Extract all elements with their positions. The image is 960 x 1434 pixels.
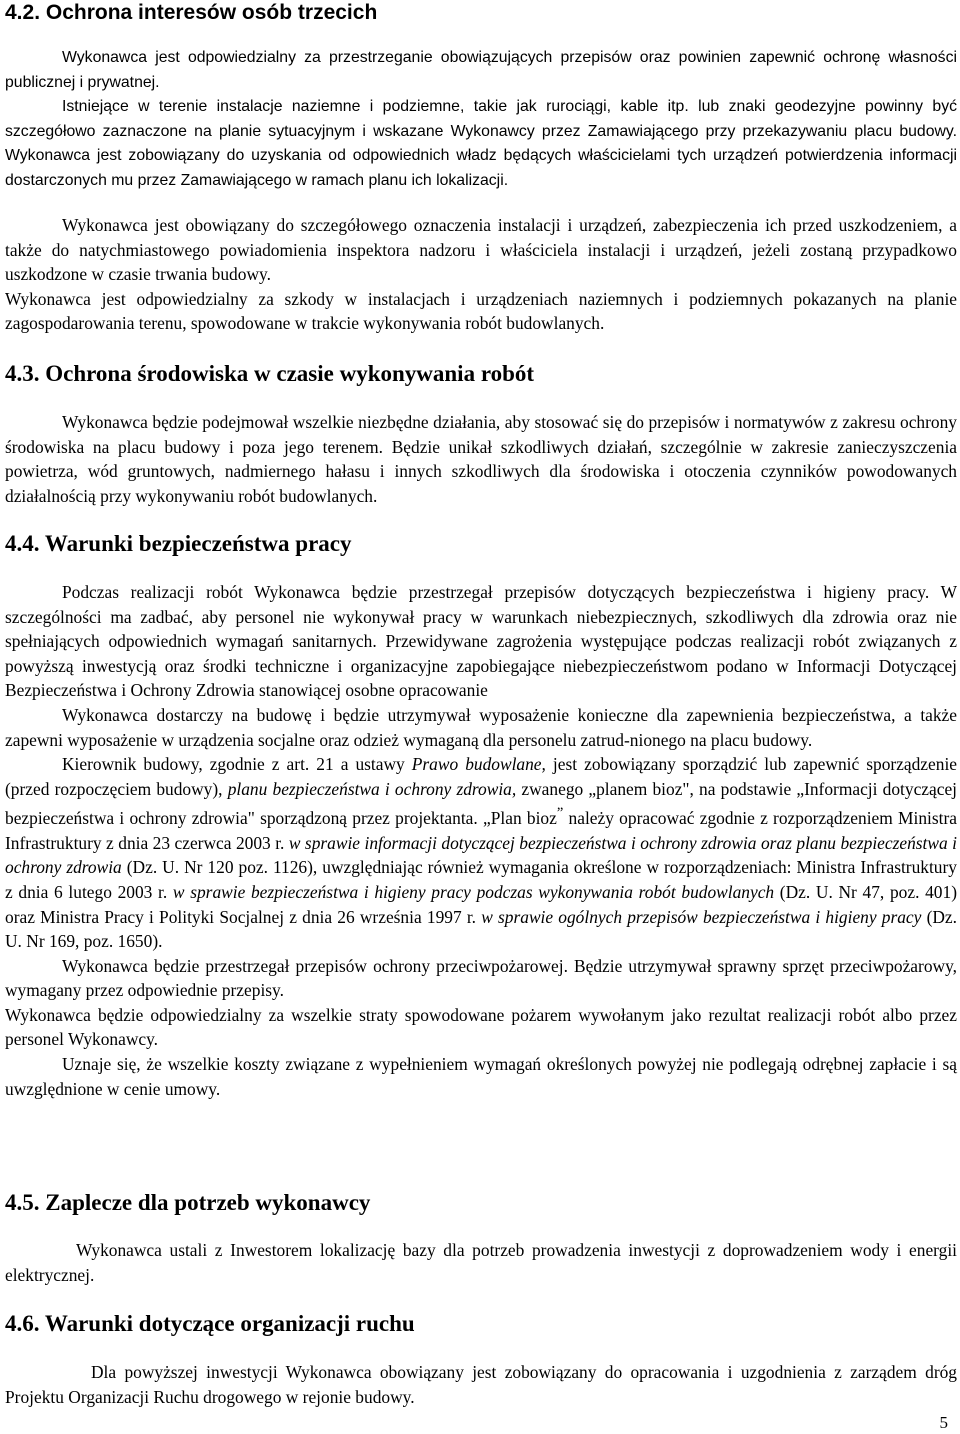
text-run: jest zobowiązany sporządzić lub zapewnić sporządzenie (przed rozpoczęciem budowy), [5,754,957,799]
section-4-6-body [5,1360,957,1409]
text-run: (Dz. U. Nr 47, poz. 401) oraz Ministra Pracy i Polityki Socjalnej z dnia 26 września 1997 r. [5,881,957,927]
paragraph: Wykonawca będzie odpowiedzialny za wszelkie straty spowodowane pożarem wywołanym jako rezultat realizacji robót albo przez personel Wykonawcy. [5,1004,957,1050]
paragraph: Dla powyższej inwestycji Wykonawca obowiązany jest zobowiązany do opracowania i uzgodnienia z zarządem dróg Projektu Organizacji Ruchu drogowego w rejonie budowy. [5,1362,957,1407]
paragraph: Uznaje się, że wszelkie koszty związane z wypełnieniem wymagań określonych powyżej nie podlegają odrębnej zapłacie i są uwzględnione w cenie umowy. [5,1054,957,1099]
text-run: zwanego „planem bioz", na podstawie „Informacji dotyczącej bezpieczeństwa i ochrony zdrowia" sporządzoną przez projektanta. „Plan bioz [5,778,957,829]
section-4-2-body-serif [5,213,957,336]
paragraph: Wykonawca jest odpowiedzialny za przestrzeganie obowiązujących przepisów oraz powinien zapewnić ochronę własności publicznej i prywatnej. [5,49,957,91]
text-run: (Dz. U. Nr 120 poz. 1126), uwzględniając również wymagania określone w rozporządzeniach: Ministra Infrastruktury z dnia 6 lutego 2003 r. [5,857,957,902]
paragraph: Istniejące w terenie instalacje naziemne i podziemne, takie jak rurociągi, kable itp. lub znaki geodezyjne powinny być szczegółowo zaznaczone na planie sytuacyjnym i wskazane Wykonawcy przez Zamawiającego przy przekazywaniu placu budowy. Wykonawca jest zobowiązany do uzyskania od odpowiednich władz będących właścicielami tych urządzeń potwierdzenia informacji dostarczonych mu przez Zamawiającego w ramach planu ich lokalizacji. [5,98,957,189]
text-run: (Dz. U. Nr 169, poz. 1650). [5,906,957,952]
paragraph: Wykonawca ustali z Inwestorem lokalizację bazy dla potrzeb prowadzenia inwestycji z doprowadzeniem wody i energii elektrycznej. [5,1240,957,1285]
paragraph [5,752,957,954]
section-4-4-heading: 4.4. Warunki bezpieczeństwa pracy [5,531,352,556]
text-run: Kierownik budowy, zgodnie z art. 21 a ustawy [62,754,412,775]
section-4-6-heading: 4.6. Warunki dotyczące organizacji ruchu [5,1311,415,1336]
section-4-5-heading: 4.5. Zaplecze dla potrzeb wykonawcy [5,1190,371,1215]
page-number: 5 [939,1413,948,1432]
paragraph: Wykonawca jest obowiązany do szczegółowego oznaczenia instalacji i urządzeń, zabezpieczenia ich przed uszkodzeniem, a także do natychmiastowego powiadomienia inspektora nadzoru i właściciela instalacji i urządzeń, jeżeli zostaną przypadkowo uszkodzone w czasie trwania budowy. [5,215,957,285]
paragraph: Podczas realizacji robót Wykonawca będzie przestrzegał przepisów dotyczących bezpieczeństwa i higieny pracy. W szczególności ma zadbać, aby personel nie wykonywał pracy w warunkach niebezpiecznych, szkodliwych dla zdrowia oraz nie spełniających odpowiednich wymagań sanitarnych. Przewidywane zagrożenia występujące podczas realizacji robót związanych z powyższą inwestycją oraz środki techniczne i organizacyjne zapobiegające niebezpieczeństwom podano w Informacji Dotyczącej Bezpieczeństwa i Ochrony Zdrowia stanowiącej osobne opracowanie [5,582,957,701]
section-4-4-body [5,580,957,1101]
section-4-2-heading: 4.2. Ochrona interesów osób trzecich [5,1,378,24]
document-title: planu bezpieczeństwa i ochrony zdrowia, [227,778,517,799]
regulation-title: w sprawie bezpieczeństwa i higieny pracy podczas wykonywania robót budowlanych [172,881,775,902]
section-4-2-body [5,46,957,194]
paragraph: Wykonawca będzie podejmował wszelkie niezbędne działania, aby stosować się do przepisów i normatywów z zakresu ochrony środowiska na placu budowy i poza jego terenem. Będzie unikał szkodliwych działań, szczególnie w zakresie zanieczyszczenia powietrza, wód gruntowych, nadmiernego hałasu i innych szkodliwych dla środowiska i otoczenia czynników powodowanych działalnością przy wykonywaniu robót budowlanych. [5,412,957,506]
quote-mark: ” [556,805,564,822]
section-4-5-body [5,1238,957,1287]
paragraph: Wykonawca dostarczy na budowę i będzie utrzymywał wyposażenie konieczne dla zapewnienia bezpieczeństwa, a także zapewni wyposażenie w urządzenia socjalne oraz odzież wymaganą dla personelu zatrud-nionego na placu budowy. [5,704,957,750]
section-4-3-heading: 4.3. Ochrona środowiska w czasie wykonywania robót [5,361,535,386]
text-run: należy opracować zgodnie z rozporządzeniem Ministra Infrastruktury z dnia 23 czerwca 2003 r. [5,808,957,853]
section-4-3-body [5,410,957,508]
law-title: Prawo budowlane, [411,754,546,775]
paragraph: Wykonawca będzie przestrzegał przepisów ochrony przeciwpożarowej. Będzie utrzymywał sprawny sprzęt przeciwpożarowy, wymagany przez odpowiednie przepisy. [5,955,957,1001]
regulation-title: w sprawie informacji dotyczącej bezpieczeństwa i ochrony zdrowia oraz planu bezpieczeństwa i ochrony zdrowia [5,832,957,878]
regulation-title: w sprawie ogólnych przepisów bezpieczeństwa i higieny pracy [481,906,922,927]
paragraph: Wykonawca jest odpowiedzialny za szkody w instalacjach i urządzeniach naziemnych i podziemnych pokazanych na planie zagospodarowania terenu, spowodowane w trakcie wykonywania robót budowlanych. [5,288,957,334]
